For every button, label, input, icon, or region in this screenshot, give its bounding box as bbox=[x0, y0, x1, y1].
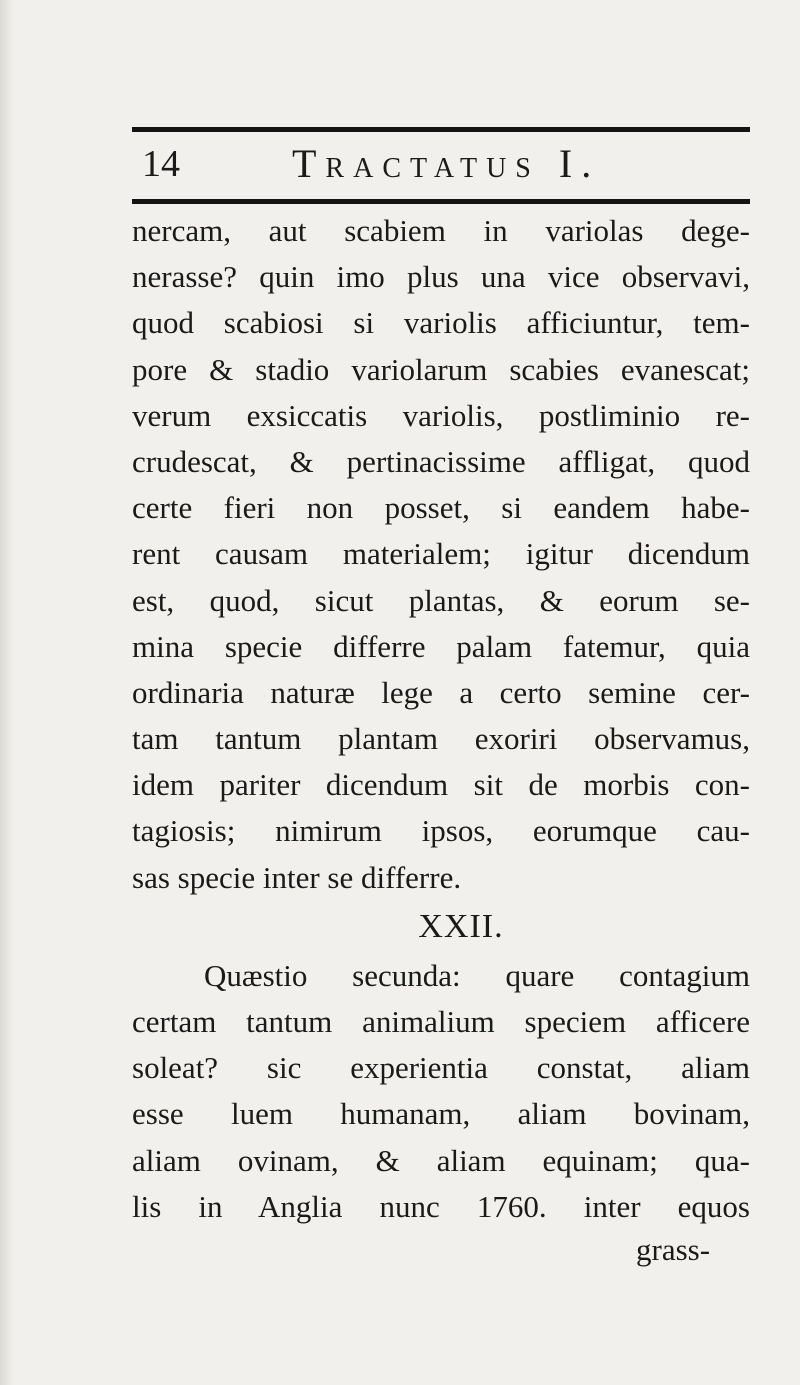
text-line: aliam ovinam, & aliam equinam; qua- bbox=[132, 1142, 750, 1178]
page-edge-shadow bbox=[0, 0, 14, 1385]
text-line: soleat? sic experientia constat, aliam bbox=[132, 1050, 750, 1086]
page-body bbox=[132, 208, 750, 1230]
text-line: rent causam materialem; igitur dicendum bbox=[132, 536, 750, 572]
text-line: certe fieri non posset, si eandem habe- bbox=[132, 490, 750, 526]
text-line: tam tantum plantam exoriri observamus, bbox=[132, 721, 750, 757]
text-line: pore & stadio variolarum scabies evanescat; bbox=[132, 351, 750, 387]
text-line: lis in Anglia nunc 1760. inter equos bbox=[132, 1188, 750, 1224]
text-line: esse luem humanam, aliam bovinam, bbox=[132, 1096, 750, 1132]
text-line: sas specie inter se differre. bbox=[132, 859, 462, 895]
section-heading: XXII. bbox=[418, 907, 504, 945]
text-line: tagiosis; nimirum ipsos, eorumque cau- bbox=[132, 813, 750, 849]
running-head: Tractatus I. bbox=[292, 141, 601, 186]
text-line: idem pariter dicendum sit de morbis con- bbox=[132, 767, 750, 803]
text-line: nercam, aut scabiem in variolas dege- bbox=[132, 213, 750, 248]
text-line: nerasse? quin imo plus una vice observavi, bbox=[132, 259, 750, 295]
text-line: est, quod, sicut plantas, & eorum se- bbox=[132, 582, 750, 618]
text-line: certam tantum animalium speciem afficere bbox=[132, 1004, 750, 1039]
header-rule-top bbox=[132, 127, 750, 132]
catchword: grass- bbox=[636, 1232, 711, 1267]
header-rule-bottom bbox=[132, 199, 750, 204]
text-line: crudescat, & pertinacissime affligat, quod bbox=[132, 443, 750, 479]
text-line: quod scabiosi si variolis afficiuntur, tem- bbox=[132, 305, 750, 341]
text-line: ordinaria naturæ lege a certo semine cer- bbox=[132, 674, 750, 710]
text-line: Quæstio secunda: quare contagium bbox=[204, 957, 750, 993]
text-line: mina specie differre palam fatemur, quia bbox=[132, 628, 750, 664]
page-header bbox=[132, 140, 750, 192]
page-number: 14 bbox=[142, 143, 180, 185]
text-line: verum exsiccatis variolis, postliminio re- bbox=[132, 397, 750, 433]
